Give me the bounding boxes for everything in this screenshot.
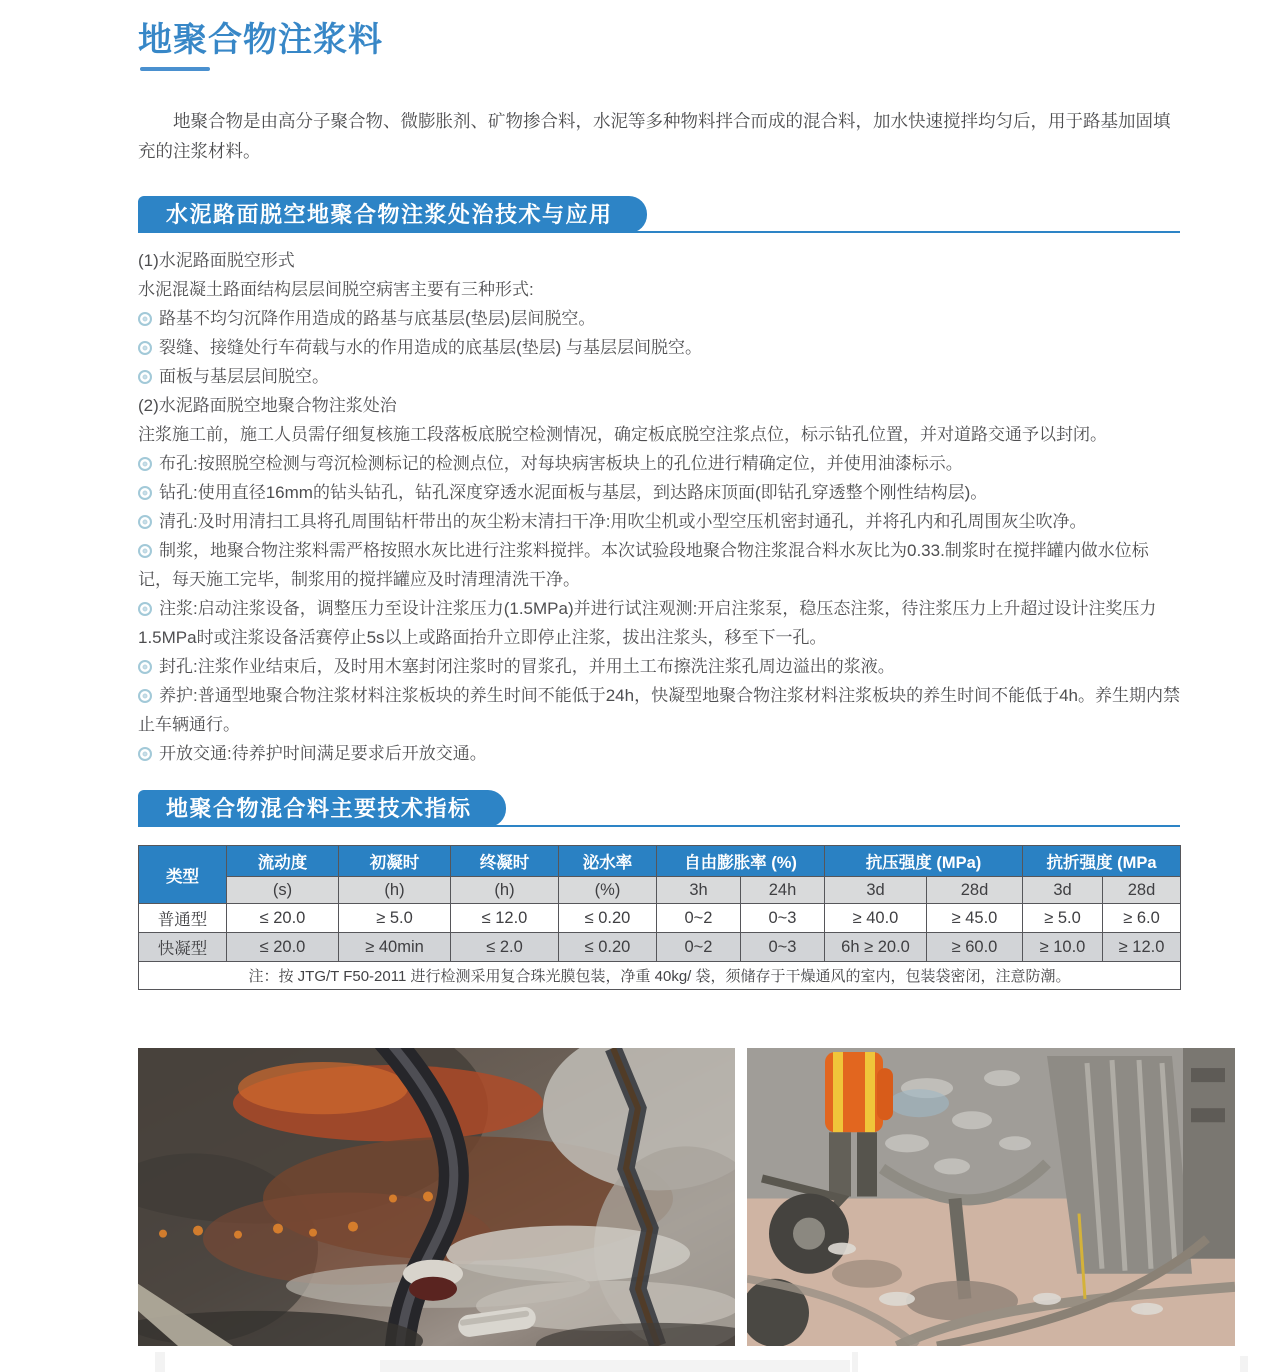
value-cell: 0~3: [741, 904, 825, 933]
subheader-cell: (h): [451, 877, 559, 904]
ring-bullet-icon: [138, 602, 152, 616]
page-bottom-remnant: [852, 1352, 858, 1372]
section1-paragraphs: [138, 246, 1180, 768]
intro-paragraph: 地聚合物是由高分子聚合物、微膨胀剂、矿物掺合料，水泥等多种物料拌合而成的混合料，加水快速搅拌均匀后，用于路基加固填充的注浆材料。: [138, 111, 1171, 161]
page-bottom-remnant: [1240, 1356, 1248, 1372]
spec-table: [138, 845, 1181, 990]
value-cell: ≥ 5.0: [339, 904, 451, 933]
paragraph-text: 裂缝、接缝处行车荷载与水的作用造成的底基层(垫层) 与基层层间脱空。: [159, 338, 703, 357]
bullet-paragraph: [138, 652, 1180, 681]
paragraph-text: 注浆:启动注浆设备，调整压力至设计注浆压力(1.5MPa)并进行试注观测:开启注浆泵，稳压态注浆，待注浆压力上升超过设计注奖压力1.5MPa时或注浆设备活赛停止5s以上或路面抬升立即停止注浆，拔出注浆头，移至下一孔。: [138, 599, 1157, 647]
header-cell: 泌水率: [559, 846, 657, 877]
bullet-paragraph: [138, 507, 1180, 536]
value-cell: ≤ 20.0: [227, 904, 339, 933]
header-cell: 流动度: [227, 846, 339, 877]
text-paragraph: [138, 391, 1180, 420]
text-paragraph: [138, 420, 1180, 449]
text-paragraph: [138, 246, 1180, 275]
value-cell: ≤ 12.0: [451, 904, 559, 933]
paragraph-text: (2)水泥路面脱空地聚合物注浆处治: [138, 396, 397, 415]
header-cell: 终凝时: [451, 846, 559, 877]
ring-bullet-icon: [138, 486, 152, 500]
subheader-cell: 3d: [825, 877, 927, 904]
ring-bullet-icon: [138, 341, 152, 355]
value-cell: ≥ 6.0: [1103, 904, 1181, 933]
subheader-cell: 24h: [741, 877, 825, 904]
section1-banner: 水泥路面脱空地聚合物注浆处治技术与应用: [138, 196, 647, 233]
value-cell: ≤ 0.20: [559, 904, 657, 933]
header-cell: 自由膨胀率 (%): [657, 846, 825, 877]
table-header-row: [139, 846, 1181, 877]
value-cell: 0~2: [657, 904, 741, 933]
subheader-cell: 3d: [1023, 877, 1103, 904]
page-bottom-remnant: [380, 1360, 850, 1372]
page-title: 地聚合物注浆料: [138, 21, 383, 59]
bullet-paragraph: [138, 362, 1180, 391]
subheader-cell: 3h: [657, 877, 741, 904]
page-bottom-remnant: [155, 1352, 165, 1372]
bullet-paragraph: [138, 594, 1180, 652]
value-cell: ≤ 2.0: [451, 933, 559, 962]
value-cell: 0~3: [741, 933, 825, 962]
paragraph-text: 布孔:按照脱空检测与弯沉检测标记的检测点位，对每块病害板块上的孔位进行精确定位，并使用油漆标示。: [159, 454, 963, 473]
ring-bullet-icon: [138, 515, 152, 529]
paragraph-text: 钻孔:使用直径16mm的钻头钻孔，钻孔深度穿透水泥面板与基层，到达路床顶面(即钻孔穿透整个刚性结构层)。: [159, 483, 988, 502]
value-cell: 6h ≥ 20.0: [825, 933, 927, 962]
value-cell: ≥ 12.0: [1103, 933, 1181, 962]
section2-banner-row: [138, 790, 1180, 827]
subheader-cell: 28d: [927, 877, 1023, 904]
paragraph-text: (1)水泥路面脱空形式: [138, 251, 295, 270]
ring-bullet-icon: [138, 457, 152, 471]
value-cell: ≥ 40.0: [825, 904, 927, 933]
subheader-cell: (h): [339, 877, 451, 904]
text-paragraph: [138, 275, 1180, 304]
photo-grouting-site: [747, 1048, 1235, 1346]
paragraph-text: 面板与基层层间脱空。: [159, 367, 329, 386]
table-data-row: [139, 933, 1181, 962]
subheader-cell: (s): [227, 877, 339, 904]
bullet-paragraph: [138, 536, 1180, 594]
ring-bullet-icon: [138, 370, 152, 384]
row-label: 普通型: [139, 904, 227, 933]
bullet-paragraph: [138, 681, 1180, 739]
value-cell: ≥ 5.0: [1023, 904, 1103, 933]
table-subheader-row: [139, 877, 1181, 904]
ring-bullet-icon: [138, 660, 152, 674]
photo-grouting-hole: [138, 1048, 735, 1346]
paragraph-text: 养护:普通型地聚合物注浆材料注浆板块的养生时间不能低于24h，快凝型地聚合物注浆材料注浆板块的养生时间不能低于4h。养生期内禁止车辆通行。: [138, 686, 1180, 734]
bullet-paragraph: [138, 478, 1180, 507]
title-underline: [140, 67, 210, 71]
value-cell: ≥ 60.0: [927, 933, 1023, 962]
header-cell: 抗压强度 (MPa): [825, 846, 1023, 877]
ring-bullet-icon: [138, 312, 152, 326]
value-cell: 0~2: [657, 933, 741, 962]
section2-banner: 地聚合物混合料主要技术指标: [138, 790, 506, 827]
row-label: 快凝型: [139, 933, 227, 962]
table-note-row: [139, 962, 1181, 990]
paragraph-text: 开放交通:待养护时间满足要求后开放交通。: [159, 744, 487, 763]
bullet-paragraph: [138, 739, 1180, 768]
ring-bullet-icon: [138, 544, 152, 558]
spec-table-body: [139, 904, 1181, 990]
value-cell: ≤ 0.20: [559, 933, 657, 962]
paragraph-text: 路基不均匀沉降作用造成的路基与底基层(垫层)层间脱空。: [159, 309, 596, 328]
subheader-cell: 28d: [1103, 877, 1181, 904]
spec-table-head: [139, 846, 1181, 904]
note-cell: 注：按 JTG/T F50-2011 进行检测采用复合珠光膜包装，净重 40kg/ 袋，须储存于干燥通风的室内，包装袋密闭，注意防潮。: [139, 962, 1181, 990]
section1-banner-row: [138, 196, 1180, 233]
paragraph-text: 清孔:及时用清扫工具将孔周围钻杆带出的灰尘粉末清扫干净:用吹尘机或小型空压机密封通孔，并将孔内和孔周围灰尘吹净。: [159, 512, 1087, 531]
value-cell: ≥ 10.0: [1023, 933, 1103, 962]
bullet-paragraph: [138, 449, 1180, 478]
value-cell: ≥ 45.0: [927, 904, 1023, 933]
paragraph-text: 制浆，地聚合物注浆料需严格按照水灰比进行注浆料搅拌。本次试验段地聚合物注浆混合料水灰比为0.33.制浆时在搅拌罐内做水位标记，每天施工完毕，制浆用的搅拌罐应及时清理清洗干净。: [138, 541, 1149, 589]
subheader-cell: (%): [559, 877, 657, 904]
ring-bullet-icon: [138, 689, 152, 703]
value-cell: ≥ 40min: [339, 933, 451, 962]
paragraph-text: 注浆施工前，施工人员需仔细复核施工段落板底脱空检测情况，确定板底脱空注浆点位，标示钻孔位置，并对道路交通予以封闭。: [138, 425, 1107, 444]
header-cell: 初凝时: [339, 846, 451, 877]
ring-bullet-icon: [138, 747, 152, 761]
table-data-row: [139, 904, 1181, 933]
paragraph-text: 封孔:注浆作业结束后，及时用木塞封闭注浆时的冒浆孔，并用土工布擦洗注浆孔周边溢出的浆液。: [159, 657, 895, 676]
header-cell-type: 类型: [139, 846, 227, 904]
bullet-paragraph: [138, 333, 1180, 362]
value-cell: ≤ 20.0: [227, 933, 339, 962]
header-cell: 抗折强度 (MPa: [1023, 846, 1181, 877]
bullet-paragraph: [138, 304, 1180, 333]
paragraph-text: 水泥混凝土路面结构层层间脱空病害主要有三种形式:: [138, 280, 534, 299]
